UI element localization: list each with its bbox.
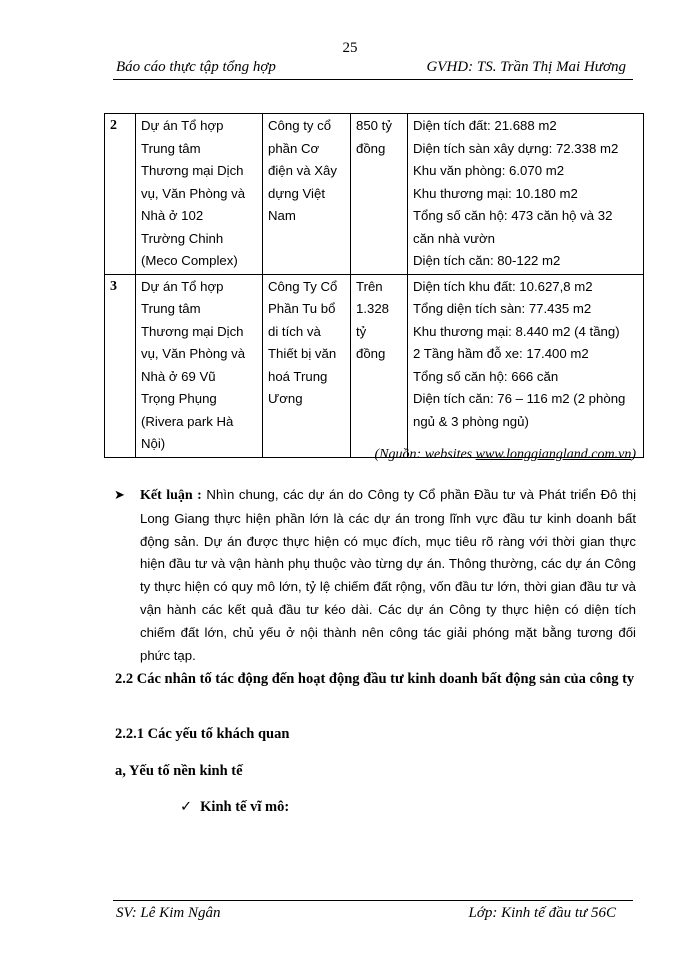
table-row [105, 274, 644, 457]
cell-line: Trường Chinh [141, 230, 224, 246]
cell-line: phần Cơ [268, 140, 320, 156]
cell-line: Trung tâm [141, 140, 201, 156]
cell-line: Diện tích đất: 21.688 m2 [413, 118, 557, 133]
cell-line: Trọng Phụng [141, 391, 217, 406]
cell-line: Nhà ở 69 Vũ [141, 368, 216, 384]
cell-line: Khu văn phòng: 6.070 m2 [413, 163, 565, 178]
header-report-title: Báo cáo thực tập tổng hợp [116, 59, 276, 75]
cell-line: Diện tích căn: 76 – 116 m2 (2 phòng [413, 391, 626, 406]
cell-line: (Meco Complex) [141, 253, 238, 268]
cell-line: 850 tỷ [356, 118, 392, 133]
capital-cell [351, 114, 408, 275]
developer-cell [263, 114, 351, 275]
cell-line: vụ, Văn Phòng và [141, 185, 246, 201]
table-row [105, 114, 644, 275]
cell-line: Khu thương mại: 8.440 m2 (4 tầng) [413, 323, 620, 339]
cell-line: Trung tâm [141, 301, 201, 316]
cell-line: Nhà ở 102 [141, 208, 204, 223]
cell-line: điện và Xây [268, 163, 337, 178]
conclusion-label: Kết luận : [140, 488, 202, 503]
header-supervisor: GVHD: TS. Trần Thị Mai Hương [426, 59, 626, 75]
cell-line: Tổng số căn hộ: 666 căn [413, 368, 559, 384]
source-url[interactable]: www.longgiangland.com.vn [475, 447, 632, 462]
footer-class: Lớp: Kinh tế đầu tư 56C [468, 905, 616, 921]
checkmark-icon: ✓ [180, 799, 193, 815]
cell-line: Trên [356, 278, 383, 294]
footer-student: SV: Lê Kim Ngân [116, 905, 221, 921]
row-number-cell: 3 [105, 274, 136, 457]
cell-line: di tích và [268, 323, 321, 339]
cell-line: Dự án Tổ hợp [141, 278, 224, 294]
cell-line: dựng Việt [268, 185, 325, 201]
cell-line: 1.328 [356, 301, 390, 316]
cell-line: Nội) [141, 436, 166, 451]
cell-line: Ương [268, 391, 303, 406]
cell-line: tỷ [356, 323, 367, 339]
details-cell [408, 114, 644, 275]
cell-line: căn nhà vườn [413, 230, 495, 246]
cell-line: Tổng diện tích sàn: 77.435 m2 [413, 301, 592, 316]
cell-line: Dự án Tổ hợp [141, 118, 224, 133]
section-heading-2-2-1: 2.2.1 Các yếu tố khách quan [115, 726, 290, 742]
checked-item [180, 799, 289, 816]
footer-divider [113, 900, 633, 901]
cell-line: Diện tích sàn xây dựng: 72.338 m2 [413, 140, 619, 156]
cell-line: hoá Trung [268, 368, 328, 384]
cell-line: Thiết bị văn [268, 346, 337, 361]
cell-line: Diện tích khu đất: 10.627,8 m2 [413, 278, 593, 294]
details-cell [408, 274, 644, 457]
section-heading-2-2: 2.2 Các nhân tố tác động đến hoạt động đầu tư kinh doanh bất động sản của công ty [115, 671, 635, 687]
cell-line: (Rivera park Hà [141, 413, 234, 429]
page-number: 25 [342, 40, 358, 56]
project-name-cell [136, 274, 263, 457]
cell-line: ngủ & 3 phòng ngủ) [413, 413, 529, 429]
cell-line: Thương mại Dịch [141, 163, 244, 178]
cell-line: đồng [356, 346, 386, 361]
cell-line: Nam [268, 208, 296, 223]
source-prefix: (Nguồn: websites [374, 447, 476, 462]
cell-line: Phần Tu bổ [268, 301, 336, 316]
capital-cell [351, 274, 408, 457]
cell-line: Công ty cổ [268, 118, 332, 133]
cell-line: Công Ty Cổ [268, 278, 338, 294]
checked-item-label: Kinh tế vĩ mô: [200, 799, 290, 815]
header-divider [113, 79, 633, 80]
cell-line: vụ, Văn Phòng và [141, 346, 246, 361]
project-name-cell [136, 114, 263, 275]
cell-line: Tổng số căn hộ: 473 căn hộ và 32 [413, 208, 613, 223]
cell-line: Thương mại Dịch [141, 323, 244, 339]
source-suffix: ) [631, 447, 636, 462]
cell-line: Diện tích căn: 80-122 m2 [413, 253, 561, 268]
cell-line: đồng [356, 140, 386, 156]
row-number-cell: 2 [105, 114, 136, 275]
source-note [375, 447, 636, 463]
arrow-bullet-icon: ➤ [114, 487, 125, 502]
cell-line: 2 Tầng hầm đỗ xe: 17.400 m2 [413, 346, 589, 361]
conclusion-paragraph [114, 484, 636, 667]
developer-cell [263, 274, 351, 457]
subsection-heading-a: a, Yếu tố nền kinh tế [115, 763, 243, 779]
conclusion-text: Nhìn chung, các dự án do Công ty Cổ phần Đầu tư và Phát triển Đô thị Long Giang thực hiện phần lớn là các dự án trong lĩnh vực đầu tư kinh doanh bất động sản. Dự án được thực hiện có mục đích, mục tiêu rõ ràng với thời gian thực hiện đầu tư và vận hành phụ thuộc vào từng dự án. Thông thường, các dự án Công ty thực hiện có quy mô lớn, tỷ lệ chiếm đất rộng, vốn đầu tư lớn, thời gian đầu tư và vận hành các kết quả đầu tư kéo dài. Các dự án Công ty thực hiện có diện tích chiếm đất lớn, chủ yếu ở nội thành nên công tác giải phóng mặt bằng tương đối phức tạp. [140, 487, 637, 663]
projects-table [104, 113, 644, 458]
cell-line: Khu thương mại: 10.180 m2 [413, 185, 578, 201]
